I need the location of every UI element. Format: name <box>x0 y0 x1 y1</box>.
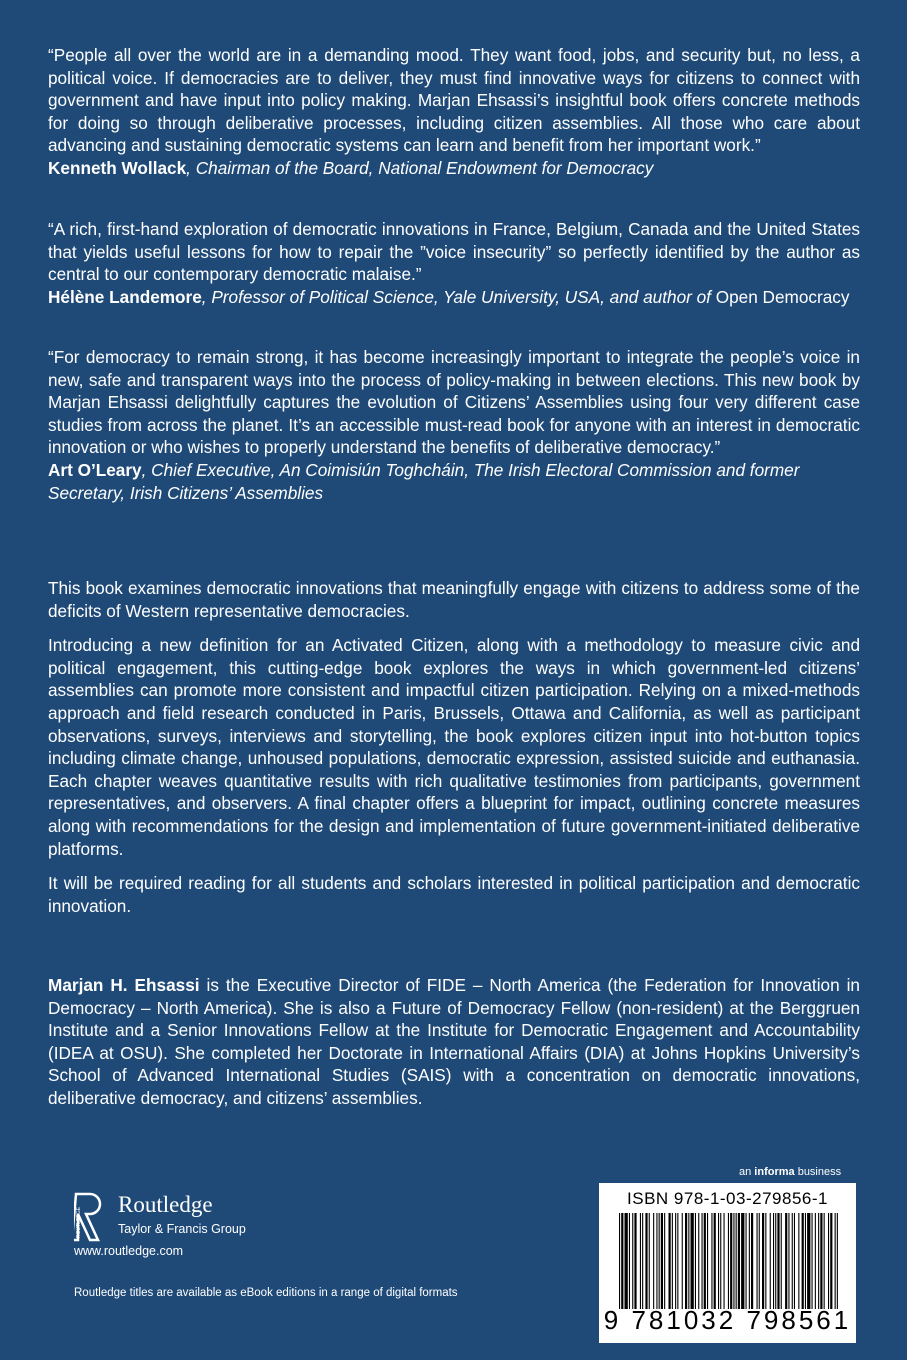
endorsement-attribution <box>48 459 860 504</box>
isbn-barcode <box>599 1183 856 1343</box>
endorsement-attribution <box>48 286 860 309</box>
endorsement-text: “A rich, first-hand exploration of democratic innovations in France, Belgium, Canada and the United States that yields useful lessons for how to repair the ”voice insecurity” so perfectly identified by the author as central to our contemporary democratic malaise.” <box>48 219 860 285</box>
endorsement-2 <box>48 218 860 308</box>
endorsement-3 <box>48 346 860 504</box>
logo-vertical-text: ROUTLEDGE <box>76 1206 82 1238</box>
publisher-name: Routledge <box>118 1192 213 1217</box>
endorsement-name: Art O’Leary <box>48 459 142 480</box>
informa-suffix: business <box>794 1166 842 1178</box>
informa-prefix: an <box>739 1166 755 1178</box>
routledge-logo-icon <box>74 1192 102 1244</box>
author-name: Marjan H. Ehsassi <box>48 975 200 995</box>
isbn-number: ISBN 978-1-03-279856-1 <box>627 1189 828 1208</box>
endorsement-role: , Chief Executive, An Coimisiún Toghcháin, The Irish Electoral Commission and former Secretary, Irish Citizens’ Assemblies <box>48 459 800 503</box>
description-paragraph: This book examines democratic innovations that meaningfully engage with citizens to address some of the deficits of Western representative democracies. <box>48 578 860 621</box>
publisher-website: www.routledge.com <box>74 1244 184 1258</box>
endorsement-role: , Chairman of the Board, National Endowment for Democracy <box>186 157 654 178</box>
author-bio <box>48 974 860 1110</box>
ebook-note: Routledge titles are available as eBook editions in a range of digital formats <box>74 1287 458 1299</box>
informa-brand: informa <box>754 1166 795 1178</box>
endorsement-name: Hélène Landemore <box>48 286 202 307</box>
description-paragraph: It will be required reading for all students and scholars interested in political participation and democratic innovation. <box>48 873 860 916</box>
endorsement-1 <box>48 44 860 180</box>
endorsement-attribution <box>48 157 860 180</box>
endorsement-text: “For democracy to remain strong, it has become increasingly important to integrate the people’s voice in new, safe and transparent ways into the process of policy-making in between elections. This new book by Marjan Ehsassi delightfully captures the evolution of Citizens’ Assemblies using four very different case studies from across the planet. It’s an accessible must-read book for anyone with an interest in democratic innovation or who wishes to properly understand the benefits of deliberative democracy.” <box>48 347 860 458</box>
barcode-digits: 9 781032 798561 <box>603 1305 852 1335</box>
author-bio-text: is the Executive Director of FIDE – North America (the Federation for Innovation in Democracy – North America). She is also a Future of Democracy Fellow (non-resident) at the Berggruen Institute and a Senior Innovations Fellow at the Institute for Democratic Engagement and Accountability (IDEA at OSU). She completed her Doctorate in International Affairs (DIA) at Johns Hopkins University’s School of Advanced International Studies (SAIS) with a concentration on democratic innovations, deliberative democracy, and citizens’ assemblies. <box>48 975 860 1108</box>
book-description <box>48 577 860 929</box>
endorsement-book-title: Open Democracy <box>715 286 850 307</box>
barcode-bars <box>617 1213 839 1309</box>
endorsement-role: , Professor of Political Science, Yale University, USA, and author of <box>201 286 716 307</box>
endorsement-name: Kenneth Wollack <box>48 157 187 178</box>
endorsement-text: “People all over the world are in a demanding mood. They want food, jobs, and security but, no less, a political voice. If democracies are to deliver, they must find innovative ways for citizens to connect with government and have input into policy making. Marjan Ehsassi’s insightful book offers concrete methods for doing so through deliberative processes, including citizen assemblies. All those who care about advancing and sustaining democratic systems can learn and benefit from her important work.” <box>48 45 860 156</box>
description-paragraph: Introducing a new definition for an Activated Citizen, along with a methodology to measure civic and political engagement, this cutting-edge book explores the ways in which government-led citizens’ assemblies can promote more consistent and impactful citizen participation. Relying on a mixed-methods approach and field research conducted in Paris, Brussels, Ottawa and California, as well as participant observations, surveys, interviews and storytelling, the book explores citizen input into hot-button topics including climate change, unhoused populations, democratic expression, assisted suicide and euthanasia. Each chapter weaves quantitative results with rich qualitative testimonies from participants, government representatives, and observers. A final chapter offers a blueprint for impact, outlining concrete measures along with recommendations for the design and implementation of future government-initiated deliberative platforms. <box>48 635 860 859</box>
publisher-group: Taylor & Francis Group <box>118 1222 246 1236</box>
informa-tagline <box>739 1166 841 1178</box>
